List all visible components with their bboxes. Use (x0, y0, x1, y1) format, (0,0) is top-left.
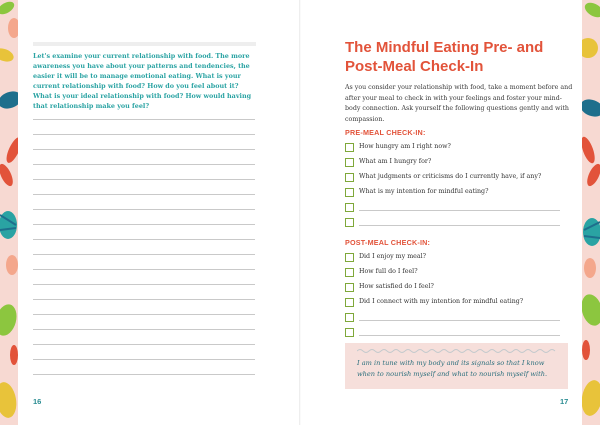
checkbox[interactable] (345, 328, 354, 337)
writing-line[interactable] (33, 269, 255, 270)
writing-line[interactable] (33, 299, 255, 300)
checkbox[interactable] (345, 298, 354, 307)
checklist-item (345, 187, 567, 197)
checklist-item-blank (345, 217, 567, 227)
checkbox[interactable] (345, 313, 354, 322)
checklist-item-text: What judgments or criticisms do I currently have, if any? (359, 173, 542, 180)
checklist-item-text: How full do I feel? (359, 268, 418, 275)
affirmation-callout (345, 343, 568, 389)
writing-line[interactable] (33, 374, 255, 375)
writing-line[interactable] (33, 329, 255, 330)
checklist-item-text: Did I enjoy my meal? (359, 253, 427, 260)
checklist-item-blank (345, 327, 567, 337)
checklist-item (345, 172, 567, 182)
writing-line[interactable] (33, 134, 255, 135)
writing-line[interactable] (33, 314, 255, 315)
checkbox[interactable] (345, 158, 354, 167)
write-in-line[interactable] (359, 320, 560, 321)
checkbox[interactable] (345, 218, 354, 227)
writing-line[interactable] (33, 284, 255, 285)
writing-line[interactable] (33, 194, 255, 195)
book-gutter (299, 0, 301, 425)
checkbox[interactable] (345, 143, 354, 152)
writing-line[interactable] (33, 179, 255, 180)
checklist-item-text: Did I connect with my intention for mindful eating? (359, 298, 524, 305)
write-in-line[interactable] (359, 210, 560, 211)
checklist-item (345, 267, 567, 277)
write-in-line[interactable] (359, 335, 560, 336)
checkbox[interactable] (345, 173, 354, 182)
squiggle-divider-icon (357, 348, 557, 354)
top-band (33, 42, 256, 46)
checkbox[interactable] (345, 268, 354, 277)
checklist-item (345, 142, 567, 152)
writing-line[interactable] (33, 359, 255, 360)
checklist-item-blank (345, 202, 567, 212)
writing-line[interactable] (33, 164, 255, 165)
pre-meal-heading: PRE-MEAL CHECK-IN: (345, 128, 426, 137)
post-meal-heading: POST-MEAL CHECK-IN: (345, 238, 431, 247)
writing-line[interactable] (33, 239, 255, 240)
writing-line[interactable] (33, 344, 255, 345)
checklist-item (345, 157, 567, 167)
checkbox[interactable] (345, 188, 354, 197)
checklist-item-text: What is my intention for mindful eating? (359, 188, 489, 195)
checklist-item-text: What am I hungry for? (359, 158, 432, 165)
writing-line[interactable] (33, 119, 255, 120)
intro-paragraph: As you consider your relationship with food, take a moment before and after your meal to check in with your feelings and foster your mind-body connection. Ask yourself the following questions gently and with compassion. (345, 84, 573, 123)
checklist-item (345, 297, 567, 307)
write-in-line[interactable] (359, 225, 560, 226)
page-number-right: 17 (560, 397, 569, 406)
writing-line[interactable] (33, 209, 255, 210)
writing-line[interactable] (33, 224, 255, 225)
checklist-item-text: How satisfied do I feel? (359, 283, 434, 290)
writing-line[interactable] (33, 149, 255, 150)
writing-line[interactable] (33, 254, 255, 255)
page-title: The Mindful Eating Pre- and Post-Meal Check-In (345, 39, 544, 75)
checklist-item-blank (345, 312, 567, 322)
affirmation-text: I am in tune with my body and its signals so that I know when to nourish myself and what to nourish myself with. (357, 359, 548, 378)
checkbox[interactable] (345, 203, 354, 212)
checklist-item (345, 252, 567, 262)
page-number-left: 16 (33, 397, 42, 406)
reflection-prompt: Let's examine your current relationship with food. The more awareness you have about your patterns and tendencies, the easier it will be to manage emotional eating. What is your current relationship with food? How do you feel about it? What is your ideal relationship with food? How would having that relationship make you feel? (33, 52, 252, 110)
checklist-item (345, 282, 567, 292)
checkbox[interactable] (345, 253, 354, 262)
checklist-item-text: How hungry am I right now? (359, 143, 451, 150)
checkbox[interactable] (345, 283, 354, 292)
